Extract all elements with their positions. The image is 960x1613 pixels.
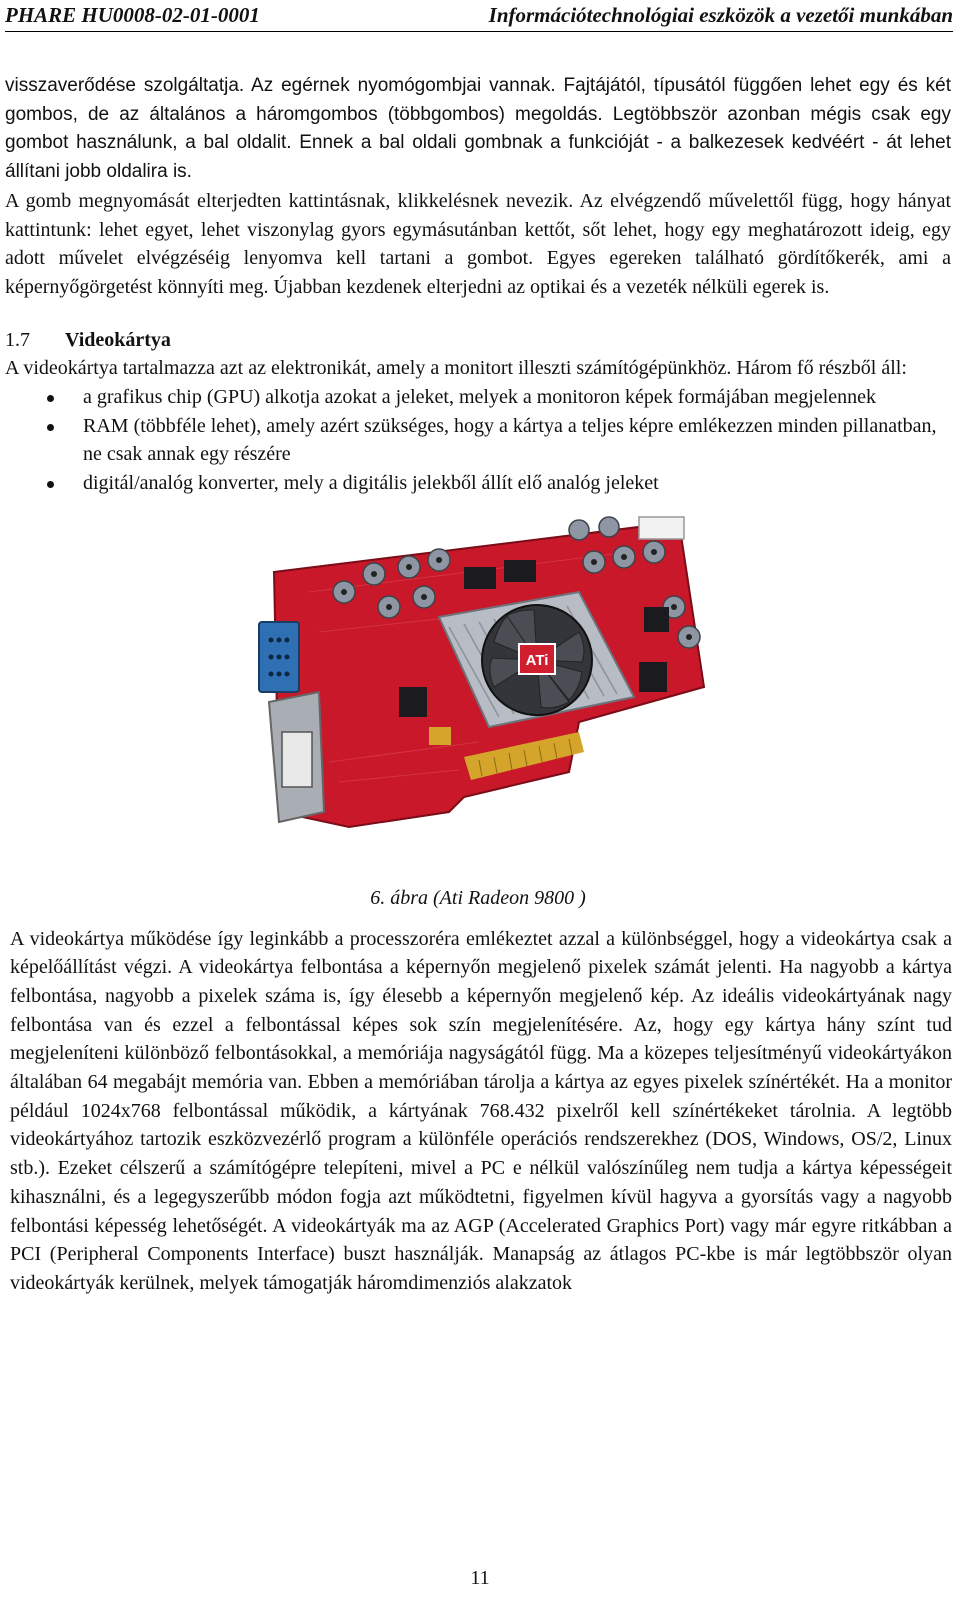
component-list	[5, 383, 951, 498]
figure-caption: 6. ábra (Ati Radeon 9800 )	[370, 886, 586, 909]
list-item: a grafikus chip (GPU) alkotja azokat a jeleket, melyek a monitoron képek formájában megjelennek	[5, 383, 951, 412]
bullet-icon	[47, 424, 54, 431]
ati-logo-text: ATi	[525, 651, 549, 669]
page-number: 11	[470, 1567, 490, 1589]
video-card-photo	[249, 512, 709, 872]
bullet-icon	[47, 395, 54, 402]
section-intro: A videokártya tartalmazza azt az elektronikát, amely a monitort illeszti számítógépünkhöz. Három fő részből áll:	[5, 357, 907, 380]
section-heading	[5, 326, 951, 355]
paragraph-clicking: A gomb megnyomását elterjedten kattintásnak, klikkelésnek nevezik. Az elvégzendő művelettől függ, hogy hányat kattintunk: lehet egyet, lehet viszonylag gyors egymásutánban kettőt, sőt lehet, hogy egy meghatározott ideig, egy adott művelet elvégzéséig lenyomva kell tartani a gombot. Egyes egereken található gördítőkerék, ami a képernyőgörgetést könnyíti meg. Újabban kezdenek elterjedni az optikai és a vezeték nélküli egerek is.	[5, 189, 951, 298]
section-title: Videokártya	[65, 328, 171, 351]
page-content	[5, 72, 951, 1298]
paragraph-mouse-buttons: visszaverődése szolgáltatja. Az egérnek nyomógombjai vannak. Fajtájától, típusától függően lehet egy és két gombos, de az általános a háromgombos (többgombos) megoldás. Legtöbbször azonban mégis csak egy gombot használunk, a bal oldalit. Ennek a bal oldali gombnak a funkcióját - a balkezesek kedvéért - át lehet állítani jobb oldalira is.	[5, 75, 951, 183]
header-left: PHARE HU0008-02-01-0001	[5, 3, 260, 27]
bullet-icon	[47, 481, 54, 488]
header-right: Információtechnológiai eszközök a vezetői munkában	[488, 3, 953, 27]
list-item: RAM (többféle lehet), amely azért szükséges, hogy a kártya a teljes képre emlékezzen minden pillanatban, ne csak annak egy részére	[5, 412, 951, 469]
section-number: 1.7	[5, 328, 30, 351]
list-item: digitál/analóg konverter, mely a digitális jelekből állít elő analóg jeleket	[5, 469, 951, 498]
paragraph-video-card: A videokártya működése így leginkább a processzoréra emlékeztet azzal a különbséggel, hogy a videokártya csak a képelőállítást végzi. A videokártya felbontása a képernyőn megjelenő pixelek számát jelenti. Ha nagyobb a kártya felbontása, nagyobb a pixelek száma is, így élesebb a képernyőn megjelenő kép. Az ideális videokártyának nagy felbontása van és ezzel a felbontással képes sok szín megjelenítésére. Az, hogy egy kártya hány színt tud megjeleníteni különböző felbontásokkal, a memóriája nagyságától függ. Ma a közepes teljesítményű videokártyákon általában 64 megabájt memória van. Ebben a memóriában tárolja a kártya az egyes pixelek színértékét. Ha a monitor például 1024x768 felbontással működik, a kártyának 768.432 pixelről kell színértékeket tárolnia. A legtöbb videokártyához tartozik eszközvezérlő program a különféle operációs rendszerekhez (DOS, Windows, OS/2, Linux stb.). Ezeket célszerű a számítógépre telepíteni, mivel a PC e nélkül valószínűleg nem tudja a kártya képességeit kihasználni, és a legegyszerűbb módon fogja azt működtetni, figyelmen kívül hagyva a gyorsítás vagy a nagyobb felbontási képesség lehetőségét. A videokártyák ma az AGP (Accelerated Graphics Port) vagy már egyre ritkábban a PCI (Peripheral Components Interface) buszt használják. Manapság az átlagos PC-kbe is már legtöbbször olyan videokártyák kerülnek, melyek támogatják háromdimenziós alakzatok	[10, 927, 952, 1294]
page-header	[5, 0, 953, 32]
figure	[5, 512, 951, 872]
